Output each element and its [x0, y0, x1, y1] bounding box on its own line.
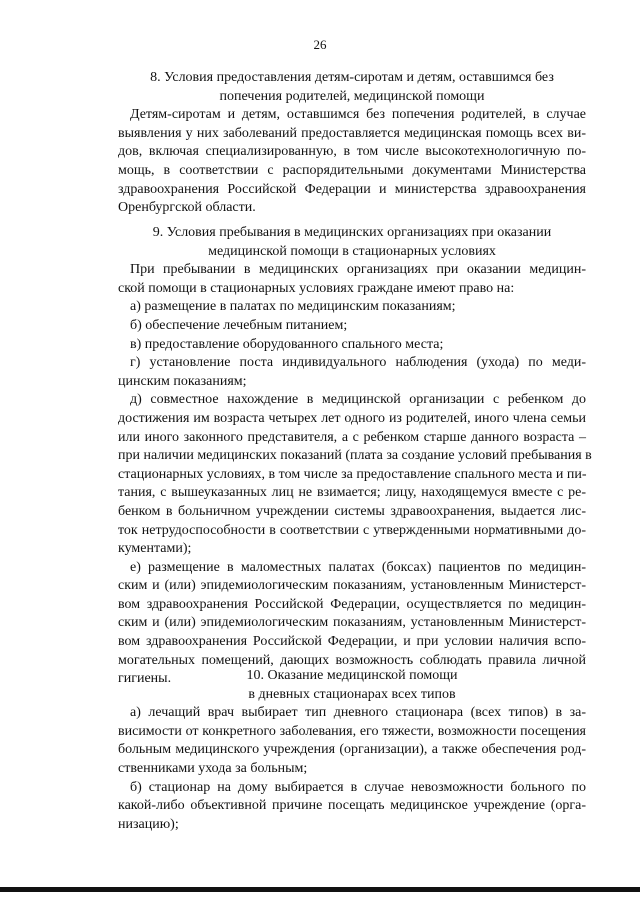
- paragraph-line: могательных помещений, дающих возможность соблюдать правила личной: [118, 652, 586, 668]
- paragraph-line: выявления у них заболеваний предоставляется медицинская помощь всех ви-: [118, 125, 586, 141]
- paragraph-line: бенком в больничном учреждении системы здравоохранения, выдается лис-: [118, 503, 586, 519]
- section-title: в дневных стационарах всех типов: [248, 686, 456, 702]
- list-item: д) совместное нахождение в медицинской организации с ребенком до: [130, 392, 586, 408]
- bottom-rule: [0, 887, 640, 892]
- paragraph-line: при наличии медицинских показаний (плата за создание условий пребывания в: [118, 448, 592, 464]
- page-number: 26: [313, 37, 327, 52]
- section-9: [118, 224, 592, 689]
- section-title: 8. Условия предоставления детям-сиротам и детям, оставшимся без: [150, 70, 554, 85]
- list-item: в) предоставление оборудованного спального места;: [130, 336, 444, 352]
- paragraph-line: или иного законного представителя, а с ребенком старше данного возраста –: [118, 429, 586, 445]
- paragraph-line: дов, включая специализированную, в том числе высокотехнологичную по-: [118, 144, 586, 160]
- paragraph-line: стационарных условиях, в том числе за предоставление спального места и пи-: [118, 466, 587, 482]
- paragraph-line: мощь, в соответствии с распорядительными документами Министерства: [118, 162, 586, 178]
- paragraph-line: ским и (или) эпидемиологическим показаниям, установленным Министерст-: [118, 615, 586, 631]
- paragraph-line: ственниками ухода за больным;: [118, 760, 308, 776]
- list-item: е) размещение в маломестных палатах (боксах) пациентов по медицин-: [130, 559, 586, 575]
- paragraph-line: вом здравоохранения Российской Федерации, и при условии наличия вспо-: [118, 634, 586, 650]
- list-item: а) размещение в палатах по медицинским показаниям;: [130, 299, 456, 315]
- paragraph-line: ским и (или) эпидемиологическим показаниям, установленным Министерст-: [118, 578, 586, 594]
- list-item: б) стационар на дому выбирается в случае невозможности больного по: [130, 779, 586, 795]
- paragraph-line: При пребывании в медицинских организациях при оказании медицин-: [130, 262, 586, 278]
- paragraph-line: какой-либо объективной причине посещать медицинское учреждение (орга-: [118, 798, 586, 814]
- section-title: медицинской помощи в стационарных условиях: [208, 243, 496, 259]
- paragraph-line: Детям-сиротам и детям, оставшимся без попечения родителей, в случае: [130, 107, 586, 123]
- paragraph-line: цинским показаниям;: [118, 373, 247, 389]
- paragraph-line: больным медицинского учреждения (организации), а также обеспечения род-: [118, 742, 586, 758]
- list-item: а) лечащий врач выбирает тип дневного стационара (всех типов) в за-: [130, 705, 586, 721]
- section-10: [118, 667, 586, 834]
- paragraph-line: ток нетрудоспособности в соответствии с утвержденными нормативными до-: [118, 522, 586, 538]
- paragraph-line: низацию);: [118, 816, 179, 832]
- paragraph-line: тания, с вышеуказанных лиц не взимается; лицу, находящемуся вместе с ре-: [118, 485, 586, 501]
- paragraph-line: кументами);: [118, 541, 192, 557]
- paragraph-line: ской помощи в стационарных условиях граждане имеют право на:: [118, 280, 515, 296]
- list-item: б) обеспечение лечебным питанием;: [130, 317, 348, 333]
- section-title: 9. Условия пребывания в медицинских организациях при оказании: [152, 225, 552, 240]
- list-item: г) установление поста индивидуального наблюдения (ухода) по меди-: [130, 355, 586, 371]
- paragraph-line: вом здравоохранения Российской Федерации, осуществляется по медицин-: [118, 596, 586, 612]
- paragraph-line: Оренбургской области.: [118, 200, 256, 216]
- section-8: [118, 69, 586, 218]
- paragraph-line: здравоохранения Российской Федерации и министерства здравоохранения: [118, 181, 586, 197]
- section-title: 10. Оказание медицинской помощи: [246, 668, 458, 683]
- section-title: попечения родителей, медицинской помощи: [219, 88, 485, 104]
- paragraph-line: висимости от конкретного заболевания, его тяжести, возможности посещения: [118, 723, 586, 739]
- paragraph-line: гигиены.: [118, 671, 172, 687]
- paragraph-line: достижения им возраста четырех лет одного из родителей, иного члена семьи: [118, 410, 586, 426]
